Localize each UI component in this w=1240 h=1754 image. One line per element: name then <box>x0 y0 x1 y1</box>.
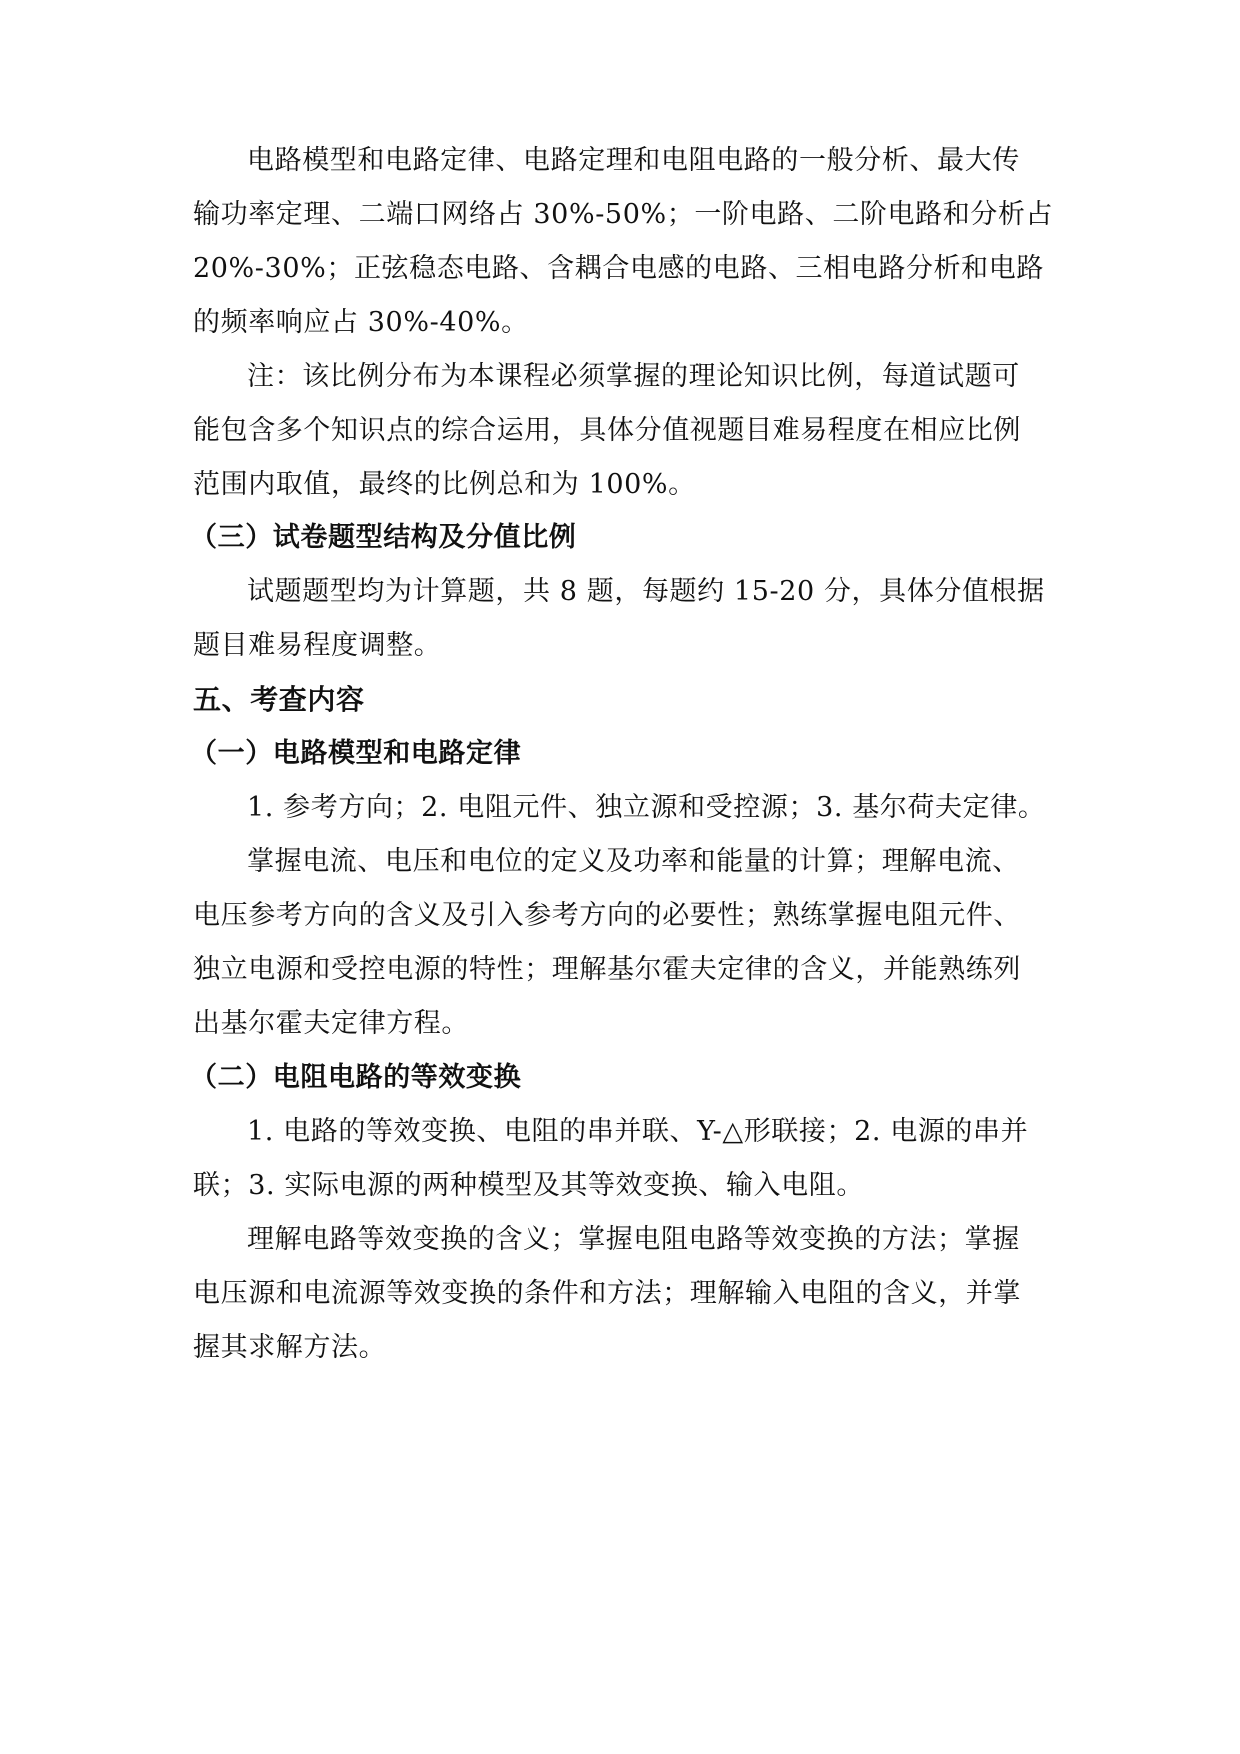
paragraph-line: 题目难易程度调整。 <box>193 630 442 661</box>
paragraph-line: 的频率响应占 30%-40%。 <box>193 307 529 338</box>
subsection-heading: （一）电路模型和电路定律 <box>190 738 522 769</box>
requirements-line: 独立电源和受控电源的特性；理解基尔霍夫定律的含义，并能熟练列 <box>193 954 1021 985</box>
requirements-line: 理解电路等效变换的含义；掌握电阻电路等效变换的方法；掌握 <box>247 1224 1020 1255</box>
paragraph-line: 20%-30%；正弦稳态电路、含耦合电感的电路、三相电路分析和电路 <box>193 253 1044 284</box>
note-line: 范围内取值，最终的比例总和为 100%。 <box>193 469 696 500</box>
subsection-heading: （二）电阻电路的等效变换 <box>190 1062 522 1093</box>
note-line: 注：该比例分布为本课程必须掌握的理论知识比例，每道试题可 <box>247 361 1020 392</box>
note-line: 能包含多个知识点的综合运用，具体分值视题目难易程度在相应比例 <box>193 415 1021 446</box>
subsection-heading: （三）试卷题型结构及分值比例 <box>190 522 577 553</box>
requirements-line: 出基尔霍夫定律方程。 <box>193 1008 469 1039</box>
section-heading: 五、考查内容 <box>193 683 365 716</box>
topics-line: 联；3. 实际电源的两种模型及其等效变换、输入电阻。 <box>193 1170 864 1201</box>
paragraph-line: 输功率定理、二端口网络占 30%-50%；一阶电路、二阶电路和分析占 <box>193 199 1054 230</box>
paragraph-line: 试题题型均为计算题，共 8 题，每题约 15-20 分，具体分值根据 <box>247 576 1045 607</box>
requirements-line: 电压源和电流源等效变换的条件和方法；理解输入电阻的含义，并掌 <box>193 1278 1021 1309</box>
topics-line: 1. 电路的等效变换、电阻的串并联、Y-△形联接；2. 电源的串并 <box>247 1116 1029 1147</box>
requirements-line: 握其求解方法。 <box>193 1332 387 1363</box>
requirements-line: 掌握电流、电压和电位的定义及功率和能量的计算；理解电流、 <box>247 846 1020 877</box>
topics-line: 1. 参考方向；2. 电阻元件、独立源和受控源；3. 基尔荷夫定律。 <box>247 792 1046 823</box>
paragraph-line: 电路模型和电路定律、电路定理和电阻电路的一般分析、最大传 <box>247 145 1020 176</box>
requirements-line: 电压参考方向的含义及引入参考方向的必要性；熟练掌握电阻元件、 <box>193 900 1021 931</box>
